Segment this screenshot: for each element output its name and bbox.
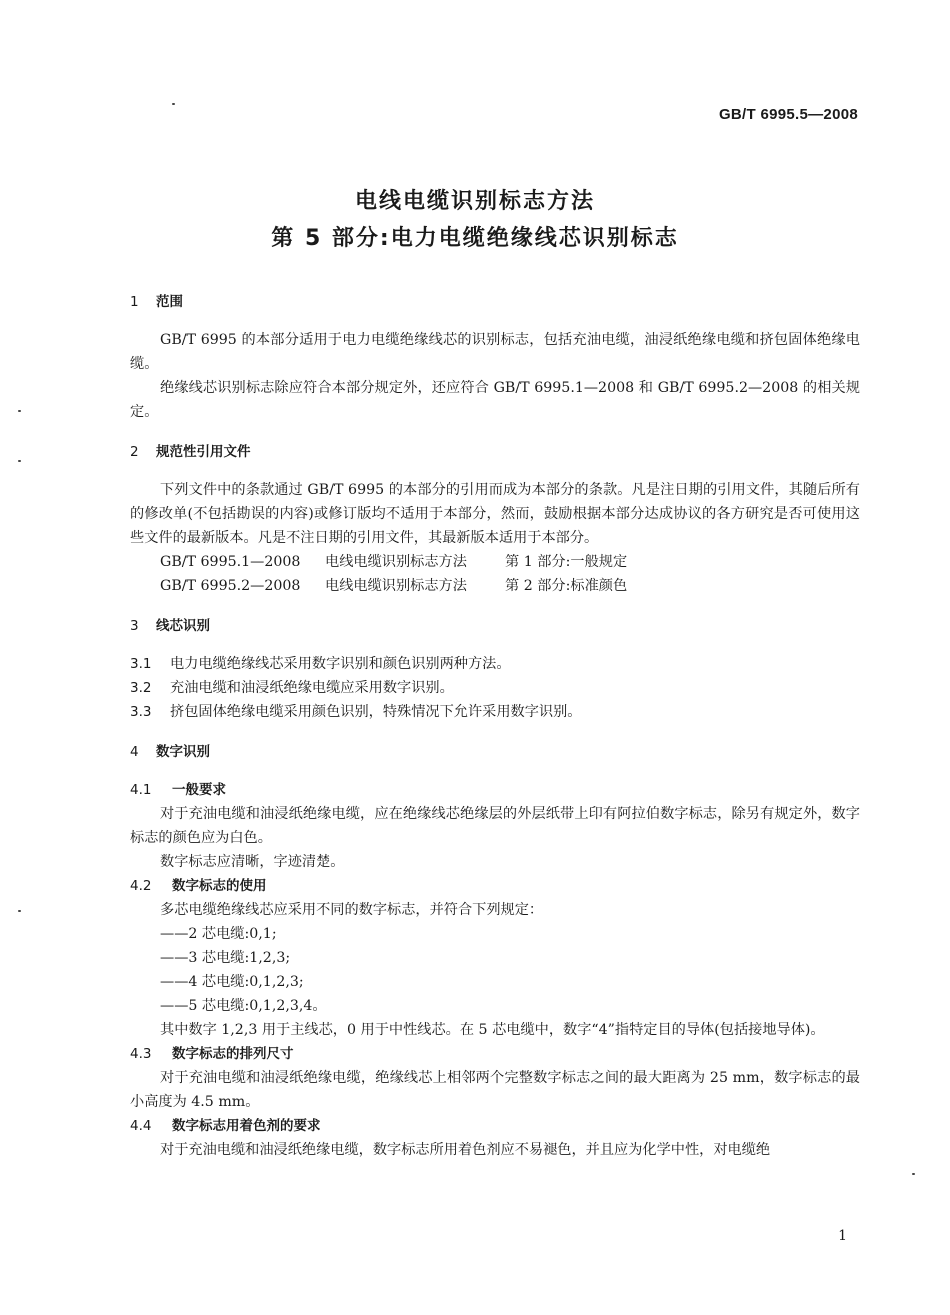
paragraph: 其中数字 1,2,3 用于主线芯，0 用于中性线芯。在 5 芯电缆中，数字“4”指特定目的导体(包括接地导体)。	[160, 1022, 825, 1038]
subsection-number: 4.2	[130, 878, 152, 894]
section-number: 1	[130, 294, 139, 310]
list-item: ——3 芯电缆:1,2,3;	[160, 950, 291, 966]
subsection-4-3-heading	[130, 1042, 860, 1066]
section-title: 范围	[156, 294, 183, 310]
subsection-number: 4.4	[130, 1118, 152, 1134]
document-body	[130, 290, 860, 1162]
clause	[130, 652, 860, 676]
scan-speck	[172, 103, 175, 105]
subsection-4-2-heading	[130, 874, 860, 898]
list-item: ——2 芯电缆:0,1;	[160, 926, 277, 942]
list-item: ——5 芯电缆:0,1,2,3,4。	[160, 998, 327, 1014]
clause-text: 充油电缆和油浸纸绝缘电缆应采用数字识别。	[170, 680, 454, 696]
reference-code: GB/T 6995.2—2008	[160, 578, 301, 594]
section-2-heading	[130, 440, 860, 464]
subsection-title: 数字标志的使用	[172, 878, 267, 894]
clause-text: 挤包固体绝缘电缆采用颜色识别，特殊情况下允许采用数字识别。	[170, 704, 582, 720]
scan-speck	[18, 460, 21, 462]
clause-number: 3.2	[130, 680, 152, 696]
paragraph: 数字标志应清晰，字迹清楚。	[160, 854, 345, 870]
reference-part: 第 2 部分:标准颜色	[505, 578, 628, 594]
paragraph: 对于充油电缆和油浸纸绝缘电缆，应在绝缘线芯绝缘层的外层纸带上印有阿拉伯数字标志，除另有规定外，数字标志的颜色应为白色。	[130, 806, 860, 846]
reference-part: 第 1 部分:一般规定	[505, 554, 628, 570]
clause-text: 电力电缆绝缘线芯采用数字识别和颜色识别两种方法。	[170, 656, 511, 672]
clause-number: 3.1	[130, 656, 152, 672]
section-1-heading	[130, 290, 860, 314]
scan-speck	[18, 410, 21, 412]
scan-speck	[912, 1173, 915, 1175]
list-item: ——4 芯电缆:0,1,2,3;	[160, 974, 304, 990]
subsection-title: 数字标志用着色剂的要求	[172, 1118, 321, 1134]
scan-speck	[18, 910, 21, 912]
section-title: 线芯识别	[156, 618, 210, 634]
reference-item	[130, 574, 860, 598]
reference-item	[130, 550, 860, 574]
section-number: 3	[130, 618, 139, 634]
section-title: 数字识别	[156, 744, 210, 760]
section-title: 规范性引用文件	[156, 444, 251, 460]
clause	[130, 700, 860, 724]
section-number: 4	[130, 744, 139, 760]
subsection-number: 4.1	[130, 782, 152, 798]
section-3-heading	[130, 614, 860, 638]
section-4-heading	[130, 740, 860, 764]
paragraph: GB/T 6995 的本部分适用于电力电缆绝缘线芯的识别标志，包括充油电缆，油浸纸绝缘电缆和挤包固体绝缘电缆。	[130, 332, 860, 372]
paragraph: 对于充油电缆和油浸纸绝缘电缆，数字标志所用着色剂应不易褪色，并且应为化学中性，对电缆绝	[160, 1142, 771, 1158]
standard-number: GB/T 6995.5—2008	[718, 106, 858, 123]
paragraph: 对于充油电缆和油浸纸绝缘电缆，绝缘线芯上相邻两个完整数字标志之间的最大距离为 25 mm，数字标志的最小高度为 4.5 mm。	[130, 1070, 860, 1110]
subsection-4-1-heading	[130, 778, 860, 802]
paragraph: 绝缘线芯识别标志除应符合本部分规定外，还应符合 GB/T 6995.1—2008 和 GB/T 6995.2—2008 的相关规定。	[130, 380, 860, 420]
reference-code: GB/T 6995.1—2008	[160, 554, 301, 570]
subsection-4-4-heading	[130, 1114, 860, 1138]
page-number: 1	[838, 1228, 847, 1244]
document-title: 电线电缆识别标志方法	[354, 189, 595, 214]
subsection-title: 数字标志的排列尺寸	[172, 1046, 294, 1062]
paragraph: 下列文件中的条款通过 GB/T 6995 的本部分的引用而成为本部分的条款。凡是注日期的引用文件，其随后所有的修改单(不包括勘误的内容)或修订版均不适用于本部分，然而，鼓励根据本部分达成协议的各方研究是否可使用这些文件的最新版本。凡是不注日期的引用文件，其最新版本适用于本部分。	[130, 482, 860, 546]
clause-number: 3.3	[130, 704, 152, 720]
section-number: 2	[130, 444, 139, 460]
clause	[130, 676, 860, 700]
subsection-number: 4.3	[130, 1046, 152, 1062]
subsection-title: 一般要求	[172, 782, 226, 798]
document-subtitle: 第 5 部分:电力电缆绝缘线芯识别标志	[271, 226, 679, 251]
paragraph: 多芯电缆绝缘线芯应采用不同的数字标志，并符合下列规定：	[160, 902, 544, 918]
reference-name: 电线电缆识别标志方法	[325, 554, 467, 570]
reference-name: 电线电缆识别标志方法	[325, 578, 467, 594]
